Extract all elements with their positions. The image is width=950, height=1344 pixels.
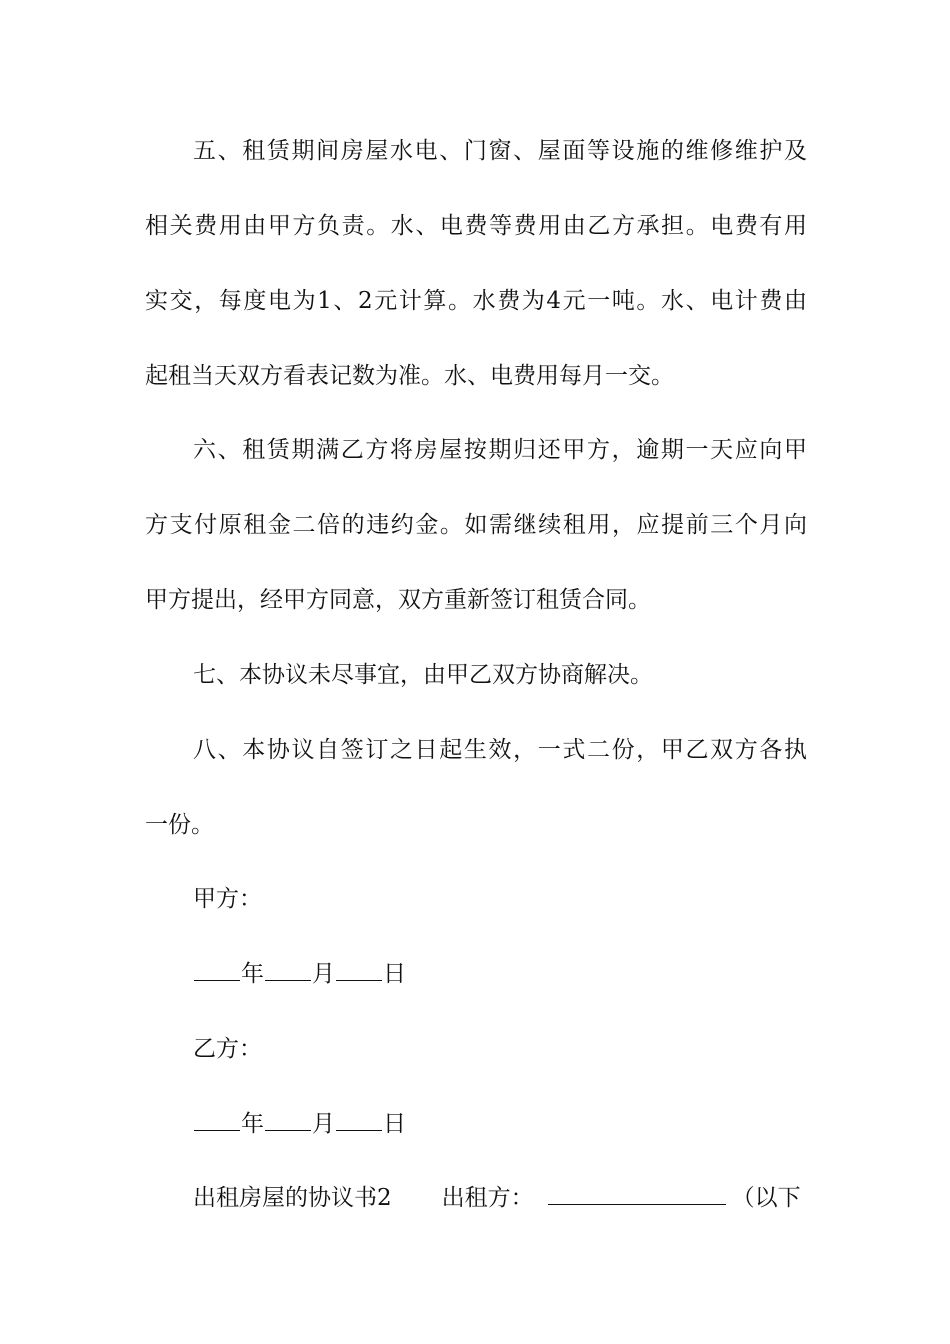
month-blank xyxy=(265,958,311,981)
clause-7: 七、本协议未尽事宜，由甲乙双方协商解决。 xyxy=(193,662,653,688)
next-agreement-line xyxy=(193,1178,807,1218)
lessor-blank xyxy=(548,1182,726,1205)
day-label: 日 xyxy=(383,1111,406,1137)
clause-5-line-4: 起租当天双方看表记数为准。水、电费用每月一交。 xyxy=(145,363,674,389)
month-label: 月 xyxy=(312,961,335,987)
lessor-suffix: （以下 xyxy=(731,1185,801,1211)
year-blank xyxy=(194,1108,240,1131)
party-a-label: 甲方： xyxy=(193,886,262,912)
year-blank xyxy=(194,958,240,981)
clause-6-line-2: 方支付原租金二倍的违约金。如需继续租用，应提前三个月向 xyxy=(145,512,807,538)
clause-8-line-1: 八、本协议自签订之日起生效，一式二份，甲乙双方各执 xyxy=(193,737,807,763)
day-blank xyxy=(336,958,382,981)
next-agreement-title: 出租房屋的协议书2 xyxy=(193,1185,392,1211)
day-blank xyxy=(336,1108,382,1131)
clause-6-line-1: 六、租赁期满乙方将房屋按期归还甲方，逾期一天应向甲 xyxy=(193,437,807,463)
party-a-date xyxy=(193,954,807,994)
month-label: 月 xyxy=(312,1111,335,1137)
clause-5-line-3: 实交，每度电为1、2元计算。水费为4元一吨。水、电计费由 xyxy=(145,288,807,314)
clause-5-line-1: 五、租赁期间房屋水电、门窗、屋面等设施的维修维护及 xyxy=(193,138,807,164)
clause-6-line-3: 甲方提出，经甲方同意，双方重新签订租赁合同。 xyxy=(145,587,651,613)
clause-5-line-2: 相关费用由甲方负责。水、电费等费用由乙方承担。电费有用 xyxy=(145,213,807,239)
lessor-label: 出租方： xyxy=(441,1185,534,1211)
day-label: 日 xyxy=(383,961,406,987)
clause-8-line-2: 一份。 xyxy=(145,812,214,838)
year-label: 年 xyxy=(241,1111,264,1137)
year-label: 年 xyxy=(241,961,264,987)
party-b-label: 乙方： xyxy=(193,1036,262,1062)
month-blank xyxy=(265,1108,311,1131)
party-b-date xyxy=(193,1104,807,1144)
